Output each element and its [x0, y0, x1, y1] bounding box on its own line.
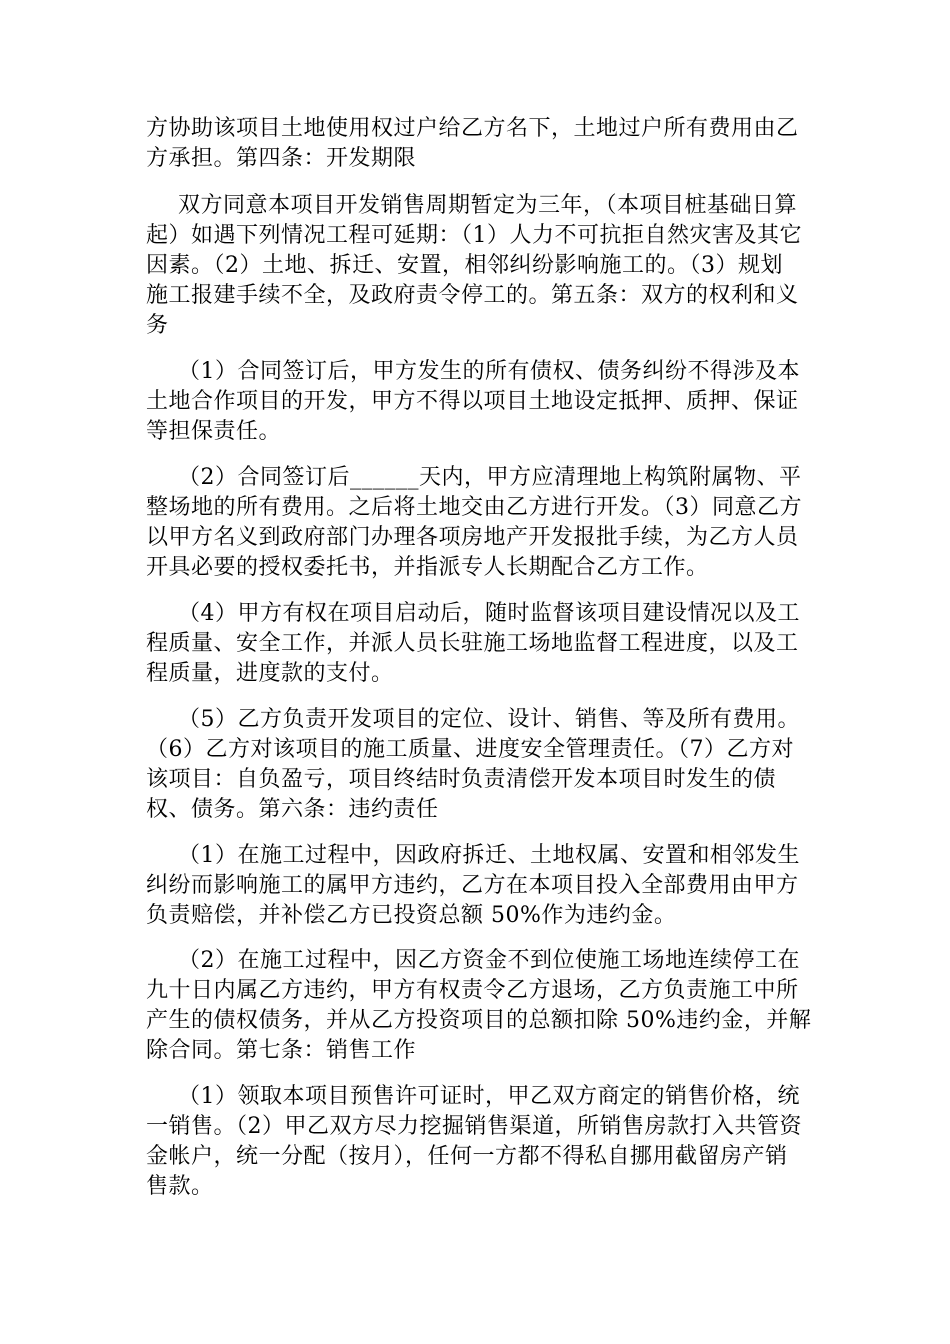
text-line: 方协助该项目土地使用权过户给乙方名下，土地过户所有费用由乙: [146, 116, 799, 141]
text-line: 双方同意本项目开发销售周期暂定为三年，（本项目桩基础日算: [178, 193, 798, 218]
text-line: 产生的债权债务，并从乙方投资项目的总额扣除 50%违约金，并解: [146, 1008, 812, 1033]
text-line: 九十日内属乙方违约，甲方有权责令乙方退场，乙方负责施工中所: [146, 978, 799, 1003]
text-line: 金帐户，统一分配（按月），任何一方都不得私自挪用截留房产销: [146, 1144, 788, 1169]
text-line: 权、债务。第六条：违约责任: [146, 797, 439, 822]
text-line: 务: [146, 313, 169, 338]
text-line: （4）甲方有权在项目启动后，随时监督该项目建设情况以及工: [178, 601, 800, 626]
text-line: 方承担。第四条：开发期限: [146, 146, 417, 171]
text-line: （1）合同签订后，甲方发生的所有债权、债务纠纷不得涉及本: [178, 359, 800, 384]
text-line: 因素。（2）土地、拆迁、安置，相邻纠纷影响施工的。（3）规划: [146, 253, 783, 278]
text-line: 等担保责任。: [146, 419, 282, 444]
text-line: 开具必要的授权委托书，并指派专人长期配合乙方工作。: [146, 555, 709, 580]
text-line: 程质量、安全工作，并派人员长驻施工场地监督工程进度，以及工: [146, 631, 799, 656]
text-line: 该项目：自负盈亏，项目终结时负责清偿开发本项目时发生的债: [146, 767, 777, 792]
text-line: 土地合作项目的开发，甲方不得以项目土地设定抵押、质押、保证: [146, 389, 799, 414]
text-line: （1）在施工过程中，因政府拆迁、土地权属、安置和相邻发生: [178, 843, 800, 868]
text-line: 整场地的所有费用。之后将土地交由乙方进行开发。（3）同意乙方: [146, 495, 802, 520]
text-line: 程质量，进度款的支付。: [146, 661, 394, 686]
text-line: （1）领取本项目预售许可证时，甲乙双方商定的销售价格，统: [178, 1084, 800, 1109]
text-line: 以甲方名义到政府部门办理各项房地产开发报批手续，为乙方人员: [146, 525, 799, 550]
text-line: （6）乙方对该项目的施工质量、进度安全管理责任。（7）乙方对: [146, 737, 794, 762]
text-line: 负责赔偿，并补偿乙方已投资总额 50%作为违约金。: [146, 903, 677, 928]
text-line: 起）如遇下列情况工程可延期：（1）人力不可抗拒自然灾害及其它: [146, 223, 802, 248]
text-line: （2）合同签订后______天内，甲方应清理地上构筑附属物、平: [178, 465, 802, 490]
text-line: 一销售。（2）甲乙双方尽力挖掘销售渠道，所销售房款打入共管资: [146, 1114, 802, 1139]
text-line: 售款。: [146, 1174, 214, 1199]
text-line: 施工报建手续不全，及政府责令停工的。第五条：双方的权利和义: [146, 283, 799, 308]
text-line: （5）乙方负责开发项目的定位、设计、销售、等及所有费用。: [178, 707, 800, 732]
text-line: 纠纷而影响施工的属甲方违约，乙方在本项目投入全部费用由甲方: [146, 873, 799, 898]
text-line: （2）在施工过程中，因乙方资金不到位使施工场地连续停工在: [178, 948, 800, 973]
text-line: 除合同。第七条：销售工作: [146, 1038, 417, 1063]
